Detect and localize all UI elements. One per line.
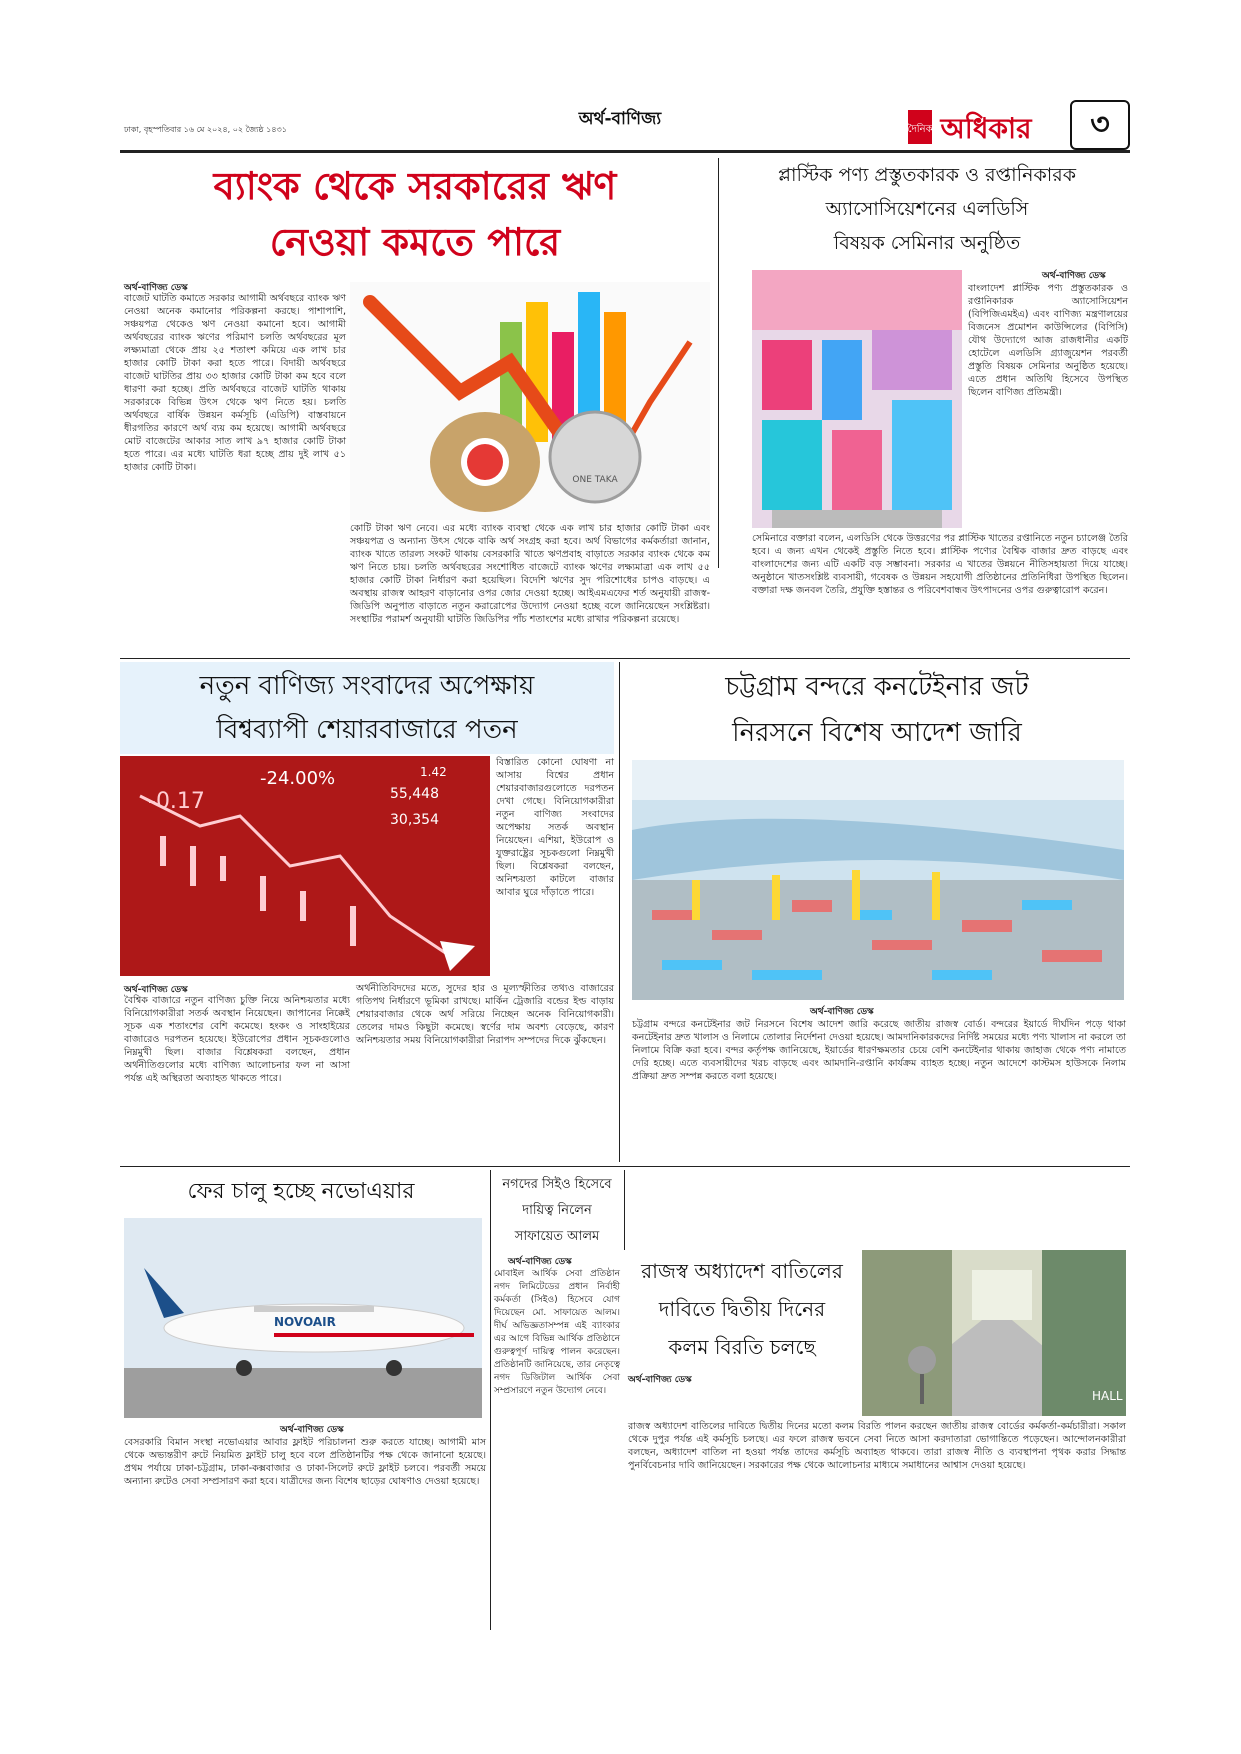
hall-text: HALL bbox=[1092, 1389, 1123, 1403]
nagad-desk: অর্থ-বাণিজ্য ডেস্ক bbox=[508, 1257, 572, 1267]
plastic-title-line3: বিষয়ক সেমিনার অনুষ্ঠিত bbox=[833, 232, 1021, 254]
plastic-headline bbox=[724, 158, 1130, 260]
share-headline bbox=[120, 664, 614, 752]
share-chart-label-5: 1.42 bbox=[420, 765, 447, 779]
share-chart-label-4: 30,354 bbox=[390, 812, 439, 828]
issue-date: ঢাকা, বৃহস্পতিবার ১৬ মে ২০২৪, ০২ জ্যৈষ্ঠ ১৪৩১ bbox=[124, 125, 287, 134]
logo-text: অধিকার bbox=[940, 112, 1032, 145]
share-title-line2: বিশ্বব্যাপী শেয়ারবাজারে পতন bbox=[216, 715, 518, 745]
bank-loan-col2: কোটি টাকা ঋণ নেবে। এর মধ্যে ব্যাংক ব্যবস্থা থেকে এক লাখ চার হাজার কোটি টাকা এবং সঞ্চয়পত্র ও অন্যান্য উৎস থেকে বাকি অর্থ সংগ্রহ করা হবে। অর্থ বিভাগের কর্মকর্তারা জানান, ব্যাংক খাতে তারল্য সংকট থাকায় বেসরকারি খাতে ঋণপ্রবাহ বাড়াতে সরকার ব্যাংক থেকে কম ঋণ নিতে চায়। চলতি অর্থবছরের সংশোধিত বাজেটে ব্যাংক ঋণের লক্ষ্যমাত্রা এক লাখ ৫৫ হাজার কোটি টাকা নির্ধারণ করা হয়েছিল। বিদেশি ঋণের সুদ পরিশোধের চাপও বাড়ছে। এ অবস্থায় রাজস্ব আহরণ বাড়ানোর ওপর জোর দেওয়া হচ্ছে। আইএমএফের শর্ত অনুযায়ী রাজস্ব-জিডিপি অনুপাত বাড়াতে নতুন করারোপের উদ্যোগ নেওয়া হচ্ছে বলে জানিয়েছেন সংশ্লিষ্টরা। সংস্থাটির পরামর্শ অনুযায়ী ঘাটতি জিডিপির পাঁচ শতাংশের মধ্যে রাখার পরিকল্পনা রয়েছে। bbox=[350, 523, 710, 625]
revenue-headline bbox=[626, 1252, 858, 1366]
svg-text:ONE TAKA: ONE TAKA bbox=[572, 475, 618, 485]
bank-loan-headline bbox=[120, 158, 710, 270]
section-title: অর্থ-বাণিজ্য bbox=[578, 109, 662, 129]
share-title-line1: নতুন বাণিজ্য সংবাদের অপেক্ষায় bbox=[199, 671, 535, 701]
share-chart-label-3: 55,448 bbox=[390, 786, 439, 802]
share-col1: বৈশ্বিক বাজারে নতুন বাণিজ্য চুক্তি নিয়ে অনিশ্চয়তার মধ্যে বিনিয়োগকারীরা সতর্ক অবস্থান নিয়েছেন। জাপানের নিক্কেই সূচক এক শতাংশের বেশি কমেছে। হংকং ও সাংহাইয়ের বাজারেও দরপতন হয়েছে। ইউরোপের প্রধান সূচকগুলোও নিম্নমুখী ছিল। বাজার বিশ্লেষকরা বলছেন, প্রধান অর্থনীতিগুলোর মধ্যে বাণিজ্য আলোচনার ফল না আসা পর্যন্ত এই অস্থিরতা অব্যাহত থাকতে পারে। bbox=[124, 995, 350, 1084]
bank-loan-desk: অর্থ-বাণিজ্য ডেস্ক bbox=[124, 283, 188, 293]
bank-loan-title-line1: ব্যাংক থেকে সরকারের ঋণ bbox=[213, 164, 617, 208]
bank-loan-col1: বাজেট ঘাটতি কমাতে সরকার আগামী অর্থবছরে ব্যাংক ঋণ নেওয়া অনেক কমানোর পরিকল্পনা করছে। পাশাপাশি, সঞ্চয়পত্র থেকেও ঋণ নেওয়া কমানো হবে। আগামী অর্থবছরের ব্যাংক ঋণের পরিমাণ চলতি অর্থবছরের মূল লক্ষ্যমাত্রা থেকে প্রায় ২৫ শতাংশ কমিয়ে এক লাখ চার হাজার কোটি টাকা করা হতে পারে। বিদায়ী অর্থবছরে বাজেট ঘাটতির প্রায় ৩৩ হাজার কোটি টাকা কম হবে বলে ধারণা করা হচ্ছে। প্রতি অর্থবছরে বাজেট ঘাটতি থাকায় সরকারকে বিভিন্ন উৎস থেকে ঋণ নিতে হয়। চলতি অর্থবছরে বার্ষিক উন্নয়ন কর্মসূচি (এডিপি) বাস্তবায়নে ধীরগতির কারণে অর্থ ব্যয় কম হয়েছে। আগামী অর্থবছরে মোট বাজেটের আকার সাত লাখ ৯৭ হাজার কোটি টাকা হতে পারে। এর মধ্যে ঘাটতি ধরা হচ্ছে প্রায় দুই লাখ ৫১ হাজার কোটি টাকা। bbox=[124, 293, 346, 473]
nagad-title-line3: সাফায়েত আলম bbox=[514, 1229, 600, 1244]
nagad-headline bbox=[494, 1172, 620, 1250]
revenue-image bbox=[862, 1250, 1126, 1416]
plastic-title-line1: প্লাস্টিক পণ্য প্রস্তুতকারক ও রপ্তানিকারক bbox=[777, 164, 1077, 186]
nagad-body: মোবাইল আর্থিক সেবা প্রতিষ্ঠান নগদ লিমিটেডের প্রধান নির্বাহী কর্মকর্তা (সিইও) হিসেবে যোগ দিয়েছেন মো. সাফায়েত আলম। দীর্ঘ অভিজ্ঞতাসম্পন্ন এই ব্যাংকার এর আগে বিভিন্ন আর্থিক প্রতিষ্ঠানে গুরুত্বপূর্ণ দায়িত্ব পালন করেছেন। প্রতিষ্ঠানটি জানিয়েছে, তার নেতৃত্বে নগদ ডিজিটাল আর্থিক সেবা সম্প্রসারণে নতুন উদ্যোগ নেবে। bbox=[494, 1269, 620, 1396]
revenue-title-line3: কলম বিরতি চলছে bbox=[668, 1335, 816, 1359]
revenue-title-line2: দাবিতে দ্বিতীয় দিনের bbox=[658, 1297, 826, 1321]
port-image bbox=[632, 760, 1124, 1000]
novoair-body: বেসরকারি বিমান সংস্থা নভোএয়ার আবার ফ্লাইট পরিচালনা শুরু করতে যাচ্ছে। আগামী মাস থেকে অভ্যন্তরীণ রুটে নিয়মিত ফ্লাইট চালু হবে বলে প্রতিষ্ঠানটির পক্ষ থেকে জানানো হয়েছে। প্রথম পর্যায়ে ঢাকা-চট্টগ্রাম, ঢাকা-কক্সবাজার ও ঢাকা-সিলেট রুটে ফ্লাইট চলবে। পরবর্তী সময়ে অন্যান্য রুটেও সেবা সম্প্রসারণ করা হবে। যাত্রীদের জন্য বিশেষ ছাড়ের ঘোষণাও দেওয়া হয়েছে। bbox=[124, 1437, 486, 1487]
nagad-title-line1: নগদের সিইও হিসেবে bbox=[502, 1177, 612, 1192]
port-title-line2: নিরসনে বিশেষ আদেশ জারি bbox=[732, 718, 1022, 748]
share-side: বিস্তারিত কোনো ঘোষণা না আসায় বিশ্বের প্রধান শেয়ারবাজারগুলোতে দরপতন দেখা গেছে। বিনিয়োগকারীরা নতুন বাণিজ্য সংবাদের অপেক্ষায় সতর্ক অবস্থান নিয়েছেন। এশিয়া, ইউরোপ ও যুক্তরাষ্ট্রের সূচকগুলো নিম্নমুখী ছিল। বিশ্লেষকরা বলছেন, অনিশ্চয়তা কাটলে বাজার আবার ঘুরে দাঁড়াতে পারে। bbox=[496, 757, 614, 898]
share-chart-label-1: -24.00% bbox=[260, 768, 336, 789]
plastic-title-line2: অ্যাসোসিয়েশনের এলডিসি bbox=[825, 198, 1029, 220]
plane-brand-text: NOVOAIR bbox=[274, 1315, 336, 1329]
novoair-image bbox=[124, 1218, 482, 1418]
revenue-body-intro bbox=[628, 1386, 858, 1416]
plastic-image bbox=[752, 270, 962, 528]
page-number: ৩ bbox=[1070, 100, 1130, 150]
revenue-desk: অর্থ-বাণিজ্য ডেস্ক bbox=[628, 1375, 692, 1385]
port-body: চট্টগ্রাম বন্দরে কনটেইনার জট নিরসনে বিশেষ আদেশ জারি করেছে জাতীয় রাজস্ব বোর্ড। বন্দরের ইয়ার্ডে দীর্ঘদিন পড়ে থাকা কনটেইনার দ্রুত খালাস ও নিলামে তোলার নির্দেশনা দেওয়া হয়েছে। আমদানিকারকদের নির্দিষ্ট সময়ের মধ্যে পণ্য খালাস না করলে তা নিলামে বিক্রি করা হবে। বন্দর কর্তৃপক্ষ জানিয়েছে, ইয়ার্ডের ধারণক্ষমতার চেয়ে বেশি কনটেইনার থাকায় জাহাজ থেকে পণ্য নামাতে দেরি হচ্ছে। এতে ব্যবসায়ীদের খরচ বাড়ছে এবং আমদানি-রপ্তানি কার্যক্রম ব্যাহত হচ্ছে। নতুন আদেশে কাস্টমস হাউসকে নিলাম প্রক্রিয়া দ্রুত সম্পন্ন করতে বলা হয়েছে। bbox=[632, 1019, 1126, 1082]
share-desk: অর্থ-বাণিজ্য ডেস্ক bbox=[124, 985, 188, 995]
port-title-line1: চট্টগ্রাম বন্দরে কনটেইনার জট bbox=[725, 672, 1029, 702]
plastic-side: বাংলাদেশ প্লাস্টিক পণ্য প্রস্তুতকারক ও রপ্তানিকারক অ্যাসোসিয়েশন (বিপিজিএমইএ) এবং বাণিজ্য মন্ত্রণালয়ের বিজনেস প্রমোশন কাউন্সিলের (বিপিসি) যৌথ উদ্যোগে আজ রাজধানীর একটি হোটেলে এলডিসি গ্র্যাজুয়েশন পরবর্তী প্রস্তুতি বিষয়ক সেমিনার অনুষ্ঠিত হয়েছে। এতে প্রধান অতিথি হিসেবে উপস্থিত ছিলেন বাণিজ্য প্রতিমন্ত্রী। bbox=[968, 283, 1128, 398]
plastic-body: সেমিনারে বক্তারা বলেন, এলডিসি থেকে উত্তরণের পর প্লাস্টিক খাতের রপ্তানিতে নতুন চ্যালেঞ্জ তৈরি হবে। এ জন্য এখন থেকেই প্রস্তুতি নিতে হবে। প্লাস্টিক পণ্যের বৈশ্বিক বাজার দ্রুত বাড়ছে এবং বাংলাদেশের জন্য এটি একটি বড় সম্ভাবনা। সরকার এ খাতের উন্নয়নে নীতিসহায়তা দিয়ে যাচ্ছে। অনুষ্ঠানে খাতসংশ্লিষ্ট ব্যবসায়ী, গবেষক ও উন্নয়ন সহযোগী প্রতিষ্ঠানের প্রতিনিধিরা উপস্থিত ছিলেন। বক্তারা দক্ষ জনবল তৈরি, প্রযুক্তি হস্তান্তর ও পরিবেশবান্ধব উৎপাদনের ওপর গুরুত্বারোপ করেন। bbox=[752, 533, 1128, 596]
plastic-desk: অর্থ-বাণিজ্য ডেস্ক bbox=[1042, 271, 1106, 281]
port-headline bbox=[624, 664, 1130, 756]
share-image bbox=[120, 756, 490, 976]
bank-loan-title-line2: নেওয়া কমতে পারে bbox=[269, 220, 561, 264]
nagad-title-line2: দায়িত্ব নিলেন bbox=[522, 1203, 592, 1218]
newspaper-logo bbox=[906, 104, 1036, 148]
port-desk: অর্থ-বাণিজ্য ডেস্ক bbox=[810, 1007, 874, 1017]
logo-tag: দৈনিক bbox=[907, 124, 933, 135]
novoair-headline: ফের চালু হচ্ছে নভোএয়ার bbox=[187, 1179, 415, 1204]
revenue-title-line1: রাজস্ব অধ্যাদেশ বাতিলের bbox=[641, 1259, 843, 1283]
revenue-body: রাজস্ব অধ্যাদেশ বাতিলের দাবিতে দ্বিতীয় দিনের মতো কলম বিরতি পালন করছেন জাতীয় রাজস্ব বোর্ডের কর্মকর্তা-কর্মচারীরা। সকাল থেকে দুপুর পর্যন্ত এই কর্মসূচি চলছে। এর ফলে রাজস্ব ভবনে সেবা নিতে আসা করদাতারা ভোগান্তিতে পড়েছেন। আন্দোলনকারীরা বলছেন, অধ্যাদেশ বাতিল না হওয়া পর্যন্ত তাদের কর্মসূচি অব্যাহত থাকবে। তারা রাজস্ব নীতি ও ব্যবস্থাপনা পৃথক করার সিদ্ধান্ত পুনর্বিবেচনার দাবি জানিয়েছেন। সরকারের পক্ষ থেকে আলোচনার মাধ্যমে সমাধানের আশ্বাস দেওয়া হয়েছে। bbox=[628, 1421, 1126, 1471]
bank-loan-image bbox=[350, 282, 710, 520]
share-chart-label-2: -0.17 bbox=[148, 789, 205, 814]
share-col2: অর্থনীতিবিদদের মতে, সুদের হার ও মূল্যস্ফীতির তথ্যও বাজারের গতিপথ নির্ধারণে ভূমিকা রাখছে। মার্কিন ট্রেজারি বন্ডের ইল্ড বাড়ায় শেয়ারবাজার থেকে অর্থ সরিয়ে নিচ্ছেন অনেক বিনিয়োগকারী। তেলের দামও কিছুটা কমেছে। স্বর্ণের দাম অবশ্য বেড়েছে, কারণ অনিশ্চয়তার সময় বিনিয়োগকারীরা নিরাপদ সম্পদের দিকে ঝুঁকছেন। bbox=[356, 983, 614, 1046]
novoair-desk: অর্থ-বাণিজ্য ডেস্ক bbox=[280, 1425, 344, 1435]
